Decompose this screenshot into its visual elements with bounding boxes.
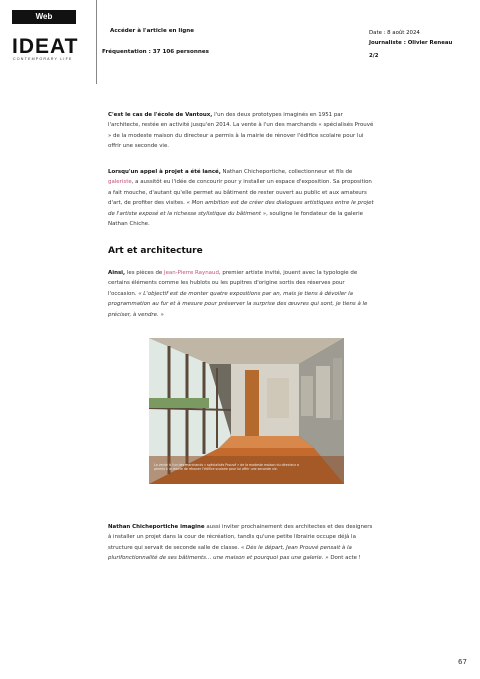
page-indicator: 2/2	[369, 53, 379, 59]
artist-link[interactable]: Jean-Pierre Raynaud	[163, 270, 219, 276]
header-divider	[96, 0, 97, 84]
paragraph-1-lead: C'est le cas de l'école de Vantoux,	[108, 112, 213, 118]
paragraph-2-quote: « Mon ambition est de créer des dialogues artistiques entre le projet de l'artiste exposé et la richesse stylistique du bâtiment »	[108, 200, 374, 217]
publication-date: Date : 8 août 2024	[369, 30, 420, 36]
paragraph-4	[108, 522, 374, 564]
section-heading: Art et architecture	[108, 246, 203, 256]
page-number: 67	[458, 658, 467, 666]
paragraph-3-quote: « L'objectif est de monter quatre expositions par an, mais je tiens à dévoiler la programmation au fur et à mesure pour préserver la surprise des œuvres qui sont, je tiens à le préciser, à vendre. »	[108, 290, 368, 318]
paragraph-1-text: l'un des deux prototypes imaginés en 1951 par l'architecte, restée en activité jusqu'en 2014. La vente à l'un des marchands « spécialisés Prouvé » de la modeste maison du directeur a permis à la mairie de rénover l'édifice scolaire pour lui offrir une seconde vie.	[108, 112, 374, 150]
journalist-name: Journaliste : Olivier Reneau	[369, 40, 453, 46]
audience-count: Fréquentation : 37 106 personnes	[102, 49, 209, 55]
article-link[interactable]: Accéder à l'article en ligne	[110, 28, 195, 34]
paragraph-2-text-a: Nathan Chicheportiche, collectionneur et fils de	[220, 169, 353, 175]
paragraph-3-text-a: les pièces de	[125, 270, 164, 276]
paragraph-2	[108, 167, 374, 229]
paragraph-2-lead: Lorsqu'un appel à projet a été lancé,	[108, 169, 221, 175]
paragraph-3-text-b: , premier artiste invité, jouent avec la typologie de certains éléments comme les hublots ou les pupitres d'origine sortis des réserves pour l'occasion.	[108, 270, 358, 297]
paragraph-4-lead: Nathan Chicheportiche imagine	[108, 524, 205, 530]
paragraph-2-end: , souligne le fondateur de la galerie Nathan Chiche.	[108, 210, 363, 228]
web-badge: Web	[12, 10, 76, 24]
paragraph-3	[108, 268, 374, 320]
photo-caption: La vente à l'un des marchands « spécialisés Prouvé » de la modeste maison du directeur a permis à la mairie de rénover l'édifice scolaire pour lui offrir une seconde vie.	[154, 463, 299, 472]
paragraph-4-quote: « Dès le départ, Jean Prouvé pensait à la plurifonctionnalité de ses bâtiments… une maison et pourquoi pas une galerie. »	[108, 544, 352, 562]
paragraph-4-text-a: aussi inviter prochainement des architectes et des designers à installer un projet dans la cour de récréation, tandis qu'une petite librairie occupe déjà la structure qui servait de seconde salle de classe.	[108, 524, 373, 551]
logo-subtitle: CONTEMPORARY LIFE	[13, 57, 73, 61]
paragraph-2-text-b: , a aussitôt eu l'idée de concourir pour y installer un espace d'exposition. Sa proposition a fait mouche, d'autant qu'elle permet au bâtiment de rester ouvert au public et aux amateurs d'art, de profiter des visites.	[108, 179, 372, 207]
paragraph-1	[108, 110, 374, 152]
ideat-logo: IDEAT	[12, 35, 79, 58]
paragraph-3-lead: Ainsi,	[108, 270, 126, 276]
galeriste-link[interactable]: galeriste	[108, 179, 132, 186]
paragraph-4-end: Dont acte !	[328, 555, 361, 562]
